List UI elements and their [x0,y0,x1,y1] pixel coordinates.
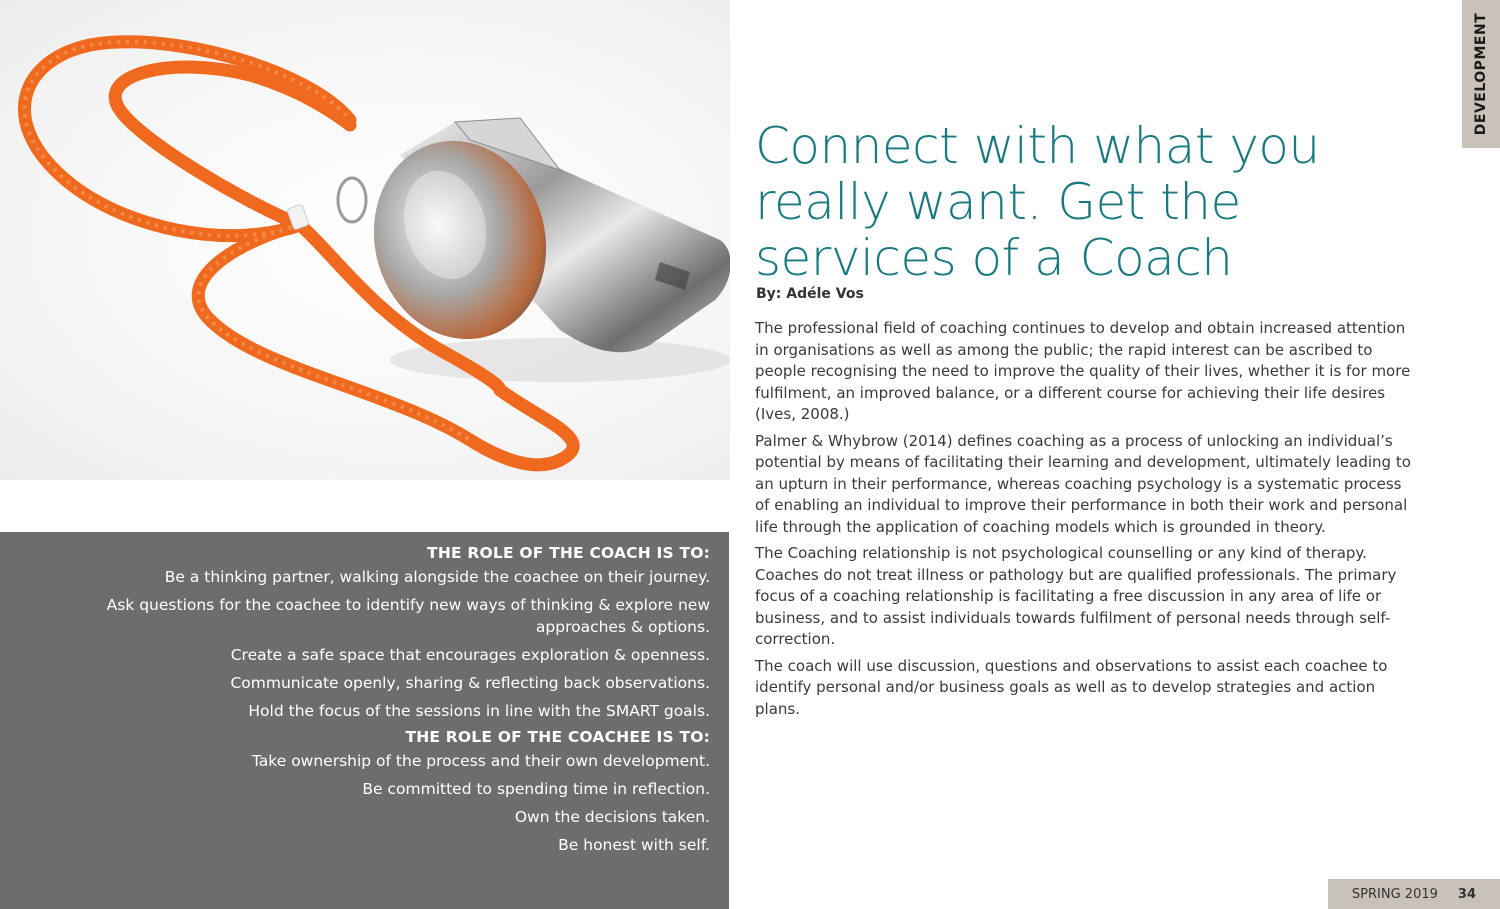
coach-role-item: Create a safe space that encourages exploration & openness. [230,646,710,664]
article-byline: By: Adéle Vos [756,286,864,302]
page-footer [1328,879,1500,909]
coachee-role-item: Own the decisions taken. [514,808,710,826]
role-sidebar-box [0,532,729,909]
coach-role-list [40,566,710,722]
article-paragraph: The professional field of coaching continues to develop and obtain increased attention in organisations as well as among the public; the rapid interest can be ascribed to people recognising the need to improve the quality of their lives, whether it is for more fulfilment, an improved balance, or a different course for achieving their life desires (Ives, 2008.) [755,319,1411,423]
whistle-icon [0,0,730,480]
hero-image [0,0,730,480]
coach-role-item: Communicate openly, sharing & reflecting back observations. [230,674,710,692]
article-paragraph: Palmer & Whybrow (2014) defines coaching as a process of unlocking an individual’s potential by means of facilitating their learning and development, ultimately leading to an upturn in their performance, whereas coaching psychology is a systematic process of enabling an individual to improve their performance in both their work and personal life through the application of coaching models which is grounded in theory. [755,431,1411,536]
coachee-role-list [40,750,710,856]
article-paragraph: The coach will use discussion, questions and observations to assist each coachee to identify personal and/or business goals as well as to develop strategies and action plans. [755,656,1388,718]
article-body [755,318,1420,725]
article-paragraph: The Coaching relationship is not psychological counselling or any kind of therapy. Coaches do not treat illness or pathology but are qualified professionals. The primary focus of a coaching relationship is facilitating a free discussion in any area of life or business, and to assist individuals towards fulfilment of personal needs through self-correction. [755,544,1397,648]
issue-label: SPRING 2019 [1351,886,1438,902]
section-tab-label: DEVELOPMENT [1473,12,1489,136]
article-title: Connect with what you really want. Get the services of a Coach [755,117,1320,287]
coachee-role-item: Be honest with self. [558,836,710,854]
coach-role-item: Be a thinking partner, walking alongside the coachee on their journey. [164,568,710,586]
coach-role-item: Hold the focus of the sessions in line with the SMART goals. [248,702,710,720]
coachee-role-heading: THE ROLE OF THE COACHEE IS TO: [405,728,710,746]
section-tab [1462,0,1500,148]
coach-role-item: Ask questions for the coachee to identify new ways of thinking & explore new approaches & options. [106,596,710,636]
coachee-role-item: Be committed to spending time in reflection. [362,780,710,798]
coach-role-heading: THE ROLE OF THE COACH IS TO: [427,544,710,562]
page-number: 34 [1457,886,1476,902]
coachee-role-item: Take ownership of the process and their own development. [251,752,710,770]
